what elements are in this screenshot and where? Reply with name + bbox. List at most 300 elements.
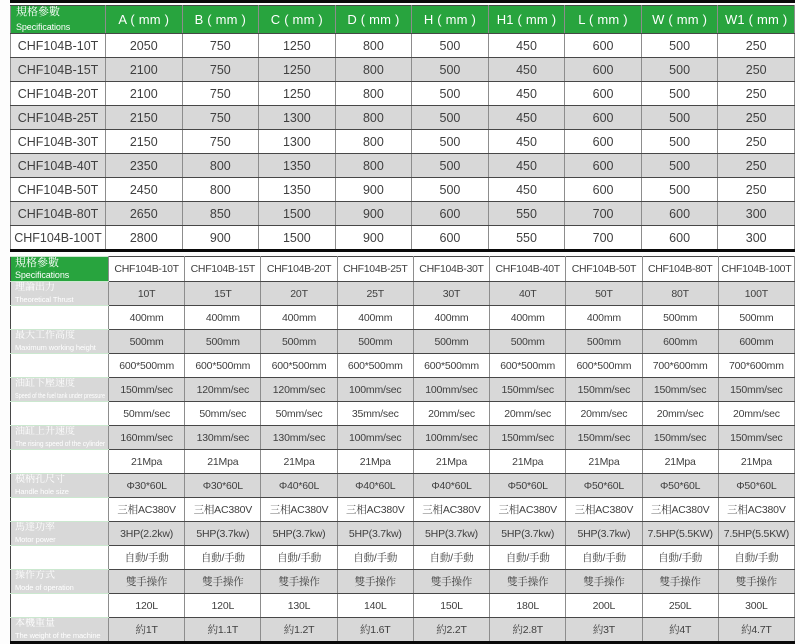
table-row — [11, 354, 795, 378]
spec-label-zh: 操作種類 — [15, 546, 55, 557]
table-row — [11, 178, 795, 202]
value-cell: 600 — [412, 226, 489, 251]
value-cell: 1300 — [259, 106, 336, 130]
value-cell: 500 — [641, 58, 718, 82]
value-cell: 800 — [335, 154, 412, 178]
table-row — [11, 402, 795, 426]
value-cell: 800 — [335, 106, 412, 130]
value-cell: 500mm — [718, 306, 794, 330]
value-cell: 450 — [488, 34, 565, 58]
value-cell: 800 — [335, 82, 412, 106]
table-row — [11, 58, 795, 82]
table-row — [11, 34, 795, 58]
spec-label-en: The kinds of operations — [15, 559, 91, 568]
value-cell: 900 — [335, 226, 412, 251]
value-cell: 5HP(3.7kw) — [566, 522, 642, 546]
value-cell: 800 — [335, 130, 412, 154]
spec-label-zh: 理論出力 — [15, 282, 55, 293]
model-header-cell: CHF104B-10T — [109, 257, 185, 282]
value-cell: 150mm/sec — [490, 378, 566, 402]
value-cell: 150mm/sec — [566, 378, 642, 402]
value-cell: 10T — [109, 282, 185, 306]
value-cell: 600 — [565, 154, 642, 178]
value-cell: 500 — [412, 58, 489, 82]
value-cell: 21Mpa — [109, 450, 185, 474]
model-header-cell: CHF104B-40T — [490, 257, 566, 282]
header-row — [11, 6, 795, 34]
table-row — [11, 282, 795, 306]
value-cell: 500 — [412, 130, 489, 154]
value-cell: 300 — [718, 202, 795, 226]
value-cell: 600*500mm — [261, 354, 337, 378]
value-cell: 自動/手動 — [185, 546, 261, 570]
value-cell: 300L — [718, 594, 794, 618]
spec-label-en: Maximum working height — [15, 343, 96, 352]
spec-label-zh: 油缸上升速度 — [15, 426, 75, 437]
value-cell: 自動/手動 — [566, 546, 642, 570]
value-cell: 3HP(2.2kw) — [109, 522, 185, 546]
value-cell: 120L — [185, 594, 261, 618]
spec-label-en: Theoretical Thrust — [15, 295, 74, 304]
value-cell: 400mm — [566, 306, 642, 330]
table-row — [11, 474, 795, 498]
value-cell: 約1T — [109, 618, 185, 643]
value-cell: 雙手操作 — [109, 570, 185, 594]
value-cell: 150L — [413, 594, 489, 618]
value-cell: 800 — [182, 154, 259, 178]
value-cell: 250 — [718, 34, 795, 58]
value-cell: 250 — [718, 130, 795, 154]
value-cell: 5HP(3.7kw) — [337, 522, 413, 546]
value-cell: 550 — [488, 226, 565, 251]
value-cell: 550 — [488, 202, 565, 226]
value-cell: 20mm/sec — [718, 402, 794, 426]
value-cell: 5HP(3.7kw) — [261, 522, 337, 546]
spec-label-cell — [11, 282, 109, 306]
value-cell: 21Mpa — [490, 450, 566, 474]
value-cell: 400mm — [261, 306, 337, 330]
value-cell: 600*500mm — [109, 354, 185, 378]
value-cell: Φ40*60L — [261, 474, 337, 498]
spec-label-en: Handle hole size — [15, 487, 69, 496]
value-cell: Φ50*60L — [490, 474, 566, 498]
value-cell: 1350 — [259, 154, 336, 178]
table-row — [11, 154, 795, 178]
model-cell: CHF104B-20T — [11, 82, 106, 106]
corner-label-zh: 規格參數 — [16, 6, 60, 18]
value-cell: Φ40*60L — [413, 474, 489, 498]
value-cell: 1250 — [259, 58, 336, 82]
value-cell: 雙手操作 — [566, 570, 642, 594]
value-cell: 5HP(3.7kw) — [185, 522, 261, 546]
table-row — [11, 450, 795, 474]
spec-label-cell — [11, 306, 109, 330]
value-cell: 三相AC380V — [642, 498, 718, 522]
col-header: W1 ( mm ) — [718, 6, 795, 34]
value-cell: 2100 — [106, 82, 183, 106]
value-cell: 2350 — [106, 154, 183, 178]
value-cell: 自動/手動 — [490, 546, 566, 570]
model-cell: CHF104B-10T — [11, 34, 106, 58]
spec-label-en: Oil Capacity — [15, 607, 55, 616]
spec-label-zh: 模柄孔尺寸 — [15, 474, 65, 485]
spec-label-en: Speed of the fuel tank under pressure — [15, 391, 106, 400]
value-cell: 20mm/sec — [566, 402, 642, 426]
value-cell: 15T — [185, 282, 261, 306]
value-cell: 三相AC380V — [490, 498, 566, 522]
value-cell: 800 — [335, 58, 412, 82]
spec-label-zh: 馬達功率 — [15, 522, 55, 533]
value-cell: 21Mpa — [718, 450, 794, 474]
value-cell: 750 — [182, 58, 259, 82]
table-row — [11, 522, 795, 546]
value-cell: 1250 — [259, 34, 336, 58]
value-cell: 三相AC380V — [566, 498, 642, 522]
value-cell: 130mm/sec — [185, 426, 261, 450]
value-cell: 500mm — [185, 330, 261, 354]
value-cell: Φ50*60L — [718, 474, 794, 498]
spec-label-en: Mode of operation — [15, 583, 74, 592]
table-row — [11, 546, 795, 570]
value-cell: 7.5HP(5.5KW) — [642, 522, 718, 546]
value-cell: 600 — [565, 106, 642, 130]
value-cell: 35mm/sec — [337, 402, 413, 426]
value-cell: Φ30*60L — [185, 474, 261, 498]
value-cell: 自動/手動 — [337, 546, 413, 570]
value-cell: 約1.2T — [261, 618, 337, 643]
spec-label-en: Operating pressure — [15, 463, 78, 472]
value-cell: 140L — [337, 594, 413, 618]
value-cell: 600*500mm — [337, 354, 413, 378]
value-cell: 600mm — [718, 330, 794, 354]
value-cell: 自動/手動 — [261, 546, 337, 570]
value-cell: 40T — [490, 282, 566, 306]
corner-label-zh: 規格參數 — [15, 257, 59, 269]
model-header-cell: CHF104B-25T — [337, 257, 413, 282]
value-cell: 500 — [641, 106, 718, 130]
value-cell: 150mm/sec — [718, 378, 794, 402]
spec-label-cell — [11, 498, 109, 522]
spec-label-cell — [11, 402, 109, 426]
value-cell: 500 — [641, 82, 718, 106]
value-cell: 400mm — [185, 306, 261, 330]
value-cell: 雙手操作 — [261, 570, 337, 594]
value-cell: 三相AC380V — [337, 498, 413, 522]
value-cell: 250 — [718, 106, 795, 130]
value-cell: 600mm — [642, 330, 718, 354]
table-row — [11, 594, 795, 618]
value-cell: 800 — [335, 34, 412, 58]
spec-label-cell — [11, 570, 109, 594]
value-cell: 雙手操作 — [185, 570, 261, 594]
table-row — [11, 618, 795, 643]
value-cell: 約4.7T — [718, 618, 794, 643]
value-cell: 600*500mm — [566, 354, 642, 378]
value-cell: 900 — [182, 226, 259, 251]
value-cell: 150mm/sec — [490, 426, 566, 450]
value-cell: 600*500mm — [490, 354, 566, 378]
value-cell: 600 — [565, 130, 642, 154]
model-header-cell: CHF104B-100T — [718, 257, 794, 282]
spec-label-en: The rising speed of the cylinder — [15, 439, 106, 448]
value-cell: 900 — [335, 178, 412, 202]
value-cell: 900 — [335, 202, 412, 226]
spec-table — [10, 256, 795, 644]
value-cell: 250 — [718, 58, 795, 82]
dimension-corner-cell — [11, 6, 106, 34]
value-cell: 250 — [718, 154, 795, 178]
value-cell: Φ30*60L — [109, 474, 185, 498]
value-cell: 750 — [182, 106, 259, 130]
value-cell: 1350 — [259, 178, 336, 202]
value-cell: 600*500mm — [185, 354, 261, 378]
table-row — [11, 130, 795, 154]
value-cell: 2800 — [106, 226, 183, 251]
top-rule — [10, 0, 795, 3]
value-cell: 700 — [565, 202, 642, 226]
value-cell: 5HP(3.7kw) — [413, 522, 489, 546]
model-cell: CHF104B-15T — [11, 58, 106, 82]
value-cell: Φ50*60L — [642, 474, 718, 498]
table-row — [11, 378, 795, 402]
value-cell: 800 — [182, 178, 259, 202]
spec-label-cell — [11, 546, 109, 570]
spec-label-zh: 工作臺有效面積 — [15, 354, 85, 365]
dimension-table-header — [11, 6, 795, 34]
col-header: L ( mm ) — [565, 6, 642, 34]
value-cell: 2650 — [106, 202, 183, 226]
value-cell: 180L — [490, 594, 566, 618]
spec-label-cell — [11, 330, 109, 354]
value-cell: 500mm — [413, 330, 489, 354]
value-cell: 21Mpa — [337, 450, 413, 474]
value-cell: 120mm/sec — [261, 378, 337, 402]
value-cell: 500 — [641, 34, 718, 58]
value-cell: 450 — [488, 178, 565, 202]
value-cell: 25T — [337, 282, 413, 306]
value-cell: 雙手操作 — [413, 570, 489, 594]
value-cell: 約3T — [566, 618, 642, 643]
value-cell: 20mm/sec — [413, 402, 489, 426]
value-cell: 約4T — [642, 618, 718, 643]
value-cell: 約2.8T — [490, 618, 566, 643]
value-cell: 600 — [565, 82, 642, 106]
table-row — [11, 426, 795, 450]
table-row — [11, 226, 795, 251]
value-cell: 自動/手動 — [413, 546, 489, 570]
value-cell: 50T — [566, 282, 642, 306]
model-cell: CHF104B-80T — [11, 202, 106, 226]
value-cell: 100mm/sec — [337, 426, 413, 450]
value-cell: 500mm — [261, 330, 337, 354]
value-cell: 250L — [642, 594, 718, 618]
value-cell: 120mm/sec — [185, 378, 261, 402]
value-cell: 雙手操作 — [718, 570, 794, 594]
spec-label-zh: 油缸加壓速度 — [15, 402, 75, 413]
value-cell: 450 — [488, 130, 565, 154]
value-cell: 130L — [261, 594, 337, 618]
spec-label-cell — [11, 618, 109, 643]
value-cell: 750 — [182, 34, 259, 58]
header-row — [11, 257, 795, 282]
value-cell: 500 — [412, 178, 489, 202]
value-cell: 500mm — [642, 306, 718, 330]
spec-label-en: The weight of the machine — [15, 631, 101, 640]
spec-label-cell — [11, 354, 109, 378]
value-cell: 20T — [261, 282, 337, 306]
corner-label-en: Specifications — [15, 270, 70, 280]
value-cell: 7.5HP(5.5KW) — [718, 522, 794, 546]
value-cell: 自動/手動 — [642, 546, 718, 570]
spec-label-zh: 油缸下壓速度 — [15, 378, 75, 389]
spec-label-en: A workbench effective area — [15, 367, 103, 376]
corner-label-en: Specifications — [16, 22, 71, 32]
value-cell: 450 — [488, 82, 565, 106]
value-cell: 21Mpa — [566, 450, 642, 474]
value-cell: 250 — [718, 82, 795, 106]
value-cell: 2100 — [106, 58, 183, 82]
value-cell: 三相AC380V — [413, 498, 489, 522]
table-row — [11, 106, 795, 130]
model-header-cell: CHF104B-20T — [261, 257, 337, 282]
value-cell: 2050 — [106, 34, 183, 58]
value-cell: 700*600mm — [642, 354, 718, 378]
value-cell: 100mm/sec — [337, 378, 413, 402]
col-header: D ( mm ) — [335, 6, 412, 34]
value-cell: 21Mpa — [413, 450, 489, 474]
value-cell: 130mm/sec — [261, 426, 337, 450]
value-cell: 700 — [565, 226, 642, 251]
col-header: H ( mm ) — [412, 6, 489, 34]
value-cell: 500 — [641, 130, 718, 154]
model-cell: CHF104B-100T — [11, 226, 106, 251]
value-cell: 400mm — [109, 306, 185, 330]
spec-table-body — [11, 282, 795, 643]
value-cell: 100mm/sec — [413, 378, 489, 402]
value-cell: 100T — [718, 282, 794, 306]
spec-label-cell — [11, 474, 109, 498]
value-cell: Φ40*60L — [337, 474, 413, 498]
value-cell: 700*600mm — [718, 354, 794, 378]
value-cell: 21Mpa — [185, 450, 261, 474]
value-cell: 850 — [182, 202, 259, 226]
value-cell: 500 — [412, 154, 489, 178]
value-cell: 120L — [109, 594, 185, 618]
table-row — [11, 498, 795, 522]
model-header-cell: CHF104B-30T — [413, 257, 489, 282]
value-cell: 1500 — [259, 226, 336, 251]
table-row — [11, 82, 795, 106]
table-row — [11, 306, 795, 330]
model-header-cell: CHF104B-15T — [185, 257, 261, 282]
value-cell: Φ50*60L — [566, 474, 642, 498]
spec-corner-cell — [11, 257, 109, 282]
value-cell: 750 — [182, 130, 259, 154]
spec-label-zh: 油容量 — [15, 594, 45, 605]
value-cell: 500mm — [566, 330, 642, 354]
col-header: C ( mm ) — [259, 6, 336, 34]
model-header-cell: CHF104B-80T — [642, 257, 718, 282]
value-cell: 300 — [718, 226, 795, 251]
value-cell: 雙手操作 — [642, 570, 718, 594]
value-cell: 150mm/sec — [642, 426, 718, 450]
value-cell: 600*500mm — [413, 354, 489, 378]
dimension-table — [10, 5, 795, 252]
value-cell: 500 — [412, 106, 489, 130]
model-header-cell: CHF104B-50T — [566, 257, 642, 282]
value-cell: 21Mpa — [642, 450, 718, 474]
value-cell: 約2.2T — [413, 618, 489, 643]
value-cell: 2150 — [106, 130, 183, 154]
table-row — [11, 202, 795, 226]
value-cell: 50mm/sec — [185, 402, 261, 426]
value-cell: 150mm/sec — [566, 426, 642, 450]
spec-label-zh: 最大工作高度 — [15, 330, 75, 341]
value-cell: 200L — [566, 594, 642, 618]
value-cell: 400mm — [337, 306, 413, 330]
col-header: W ( mm ) — [641, 6, 718, 34]
spec-label-zh: 操作方式 — [15, 570, 55, 581]
value-cell: 600 — [565, 58, 642, 82]
table-row — [11, 570, 795, 594]
value-cell: 150mm/sec — [109, 378, 185, 402]
value-cell: 150mm/sec — [642, 378, 718, 402]
col-header: H1 ( mm ) — [488, 6, 565, 34]
value-cell: 1250 — [259, 82, 336, 106]
col-header: A ( mm ) — [106, 6, 183, 34]
value-cell: 自動/手動 — [718, 546, 794, 570]
value-cell: 約1.6T — [337, 618, 413, 643]
value-cell: 750 — [182, 82, 259, 106]
dimension-table-body — [11, 34, 795, 251]
value-cell: 2450 — [106, 178, 183, 202]
spec-label-en: Motor power — [15, 535, 56, 544]
model-cell: CHF104B-25T — [11, 106, 106, 130]
model-cell: CHF104B-50T — [11, 178, 106, 202]
model-cell: CHF104B-30T — [11, 130, 106, 154]
value-cell: 500 — [412, 34, 489, 58]
value-cell: 20mm/sec — [490, 402, 566, 426]
value-cell: 自動/手動 — [109, 546, 185, 570]
spec-label-cell — [11, 594, 109, 618]
value-cell: 80T — [642, 282, 718, 306]
value-cell: 21Mpa — [261, 450, 337, 474]
spec-label-zh: 電源 — [15, 498, 35, 509]
value-cell: 5HP(3.7kw) — [490, 522, 566, 546]
value-cell: 1500 — [259, 202, 336, 226]
value-cell: 500 — [412, 82, 489, 106]
value-cell: 400mm — [490, 306, 566, 330]
spec-label-cell — [11, 450, 109, 474]
spec-label-zh: 行程範圍 — [15, 306, 55, 317]
value-cell: 約1.1T — [185, 618, 261, 643]
value-cell: 500mm — [109, 330, 185, 354]
value-cell: 雙手操作 — [337, 570, 413, 594]
spec-label-cell — [11, 522, 109, 546]
value-cell: 600 — [412, 202, 489, 226]
value-cell: 2150 — [106, 106, 183, 130]
spec-label-zh: 操作壓力 — [15, 450, 55, 461]
value-cell: 500 — [641, 154, 718, 178]
spec-label-zh: 本機重量 — [15, 618, 55, 629]
value-cell: 三相AC380V — [109, 498, 185, 522]
value-cell: 500mm — [490, 330, 566, 354]
value-cell: 三相AC380V — [261, 498, 337, 522]
value-cell: 450 — [488, 106, 565, 130]
value-cell: 三相AC380V — [718, 498, 794, 522]
value-cell: 160mm/sec — [109, 426, 185, 450]
value-cell: 100mm/sec — [413, 426, 489, 450]
